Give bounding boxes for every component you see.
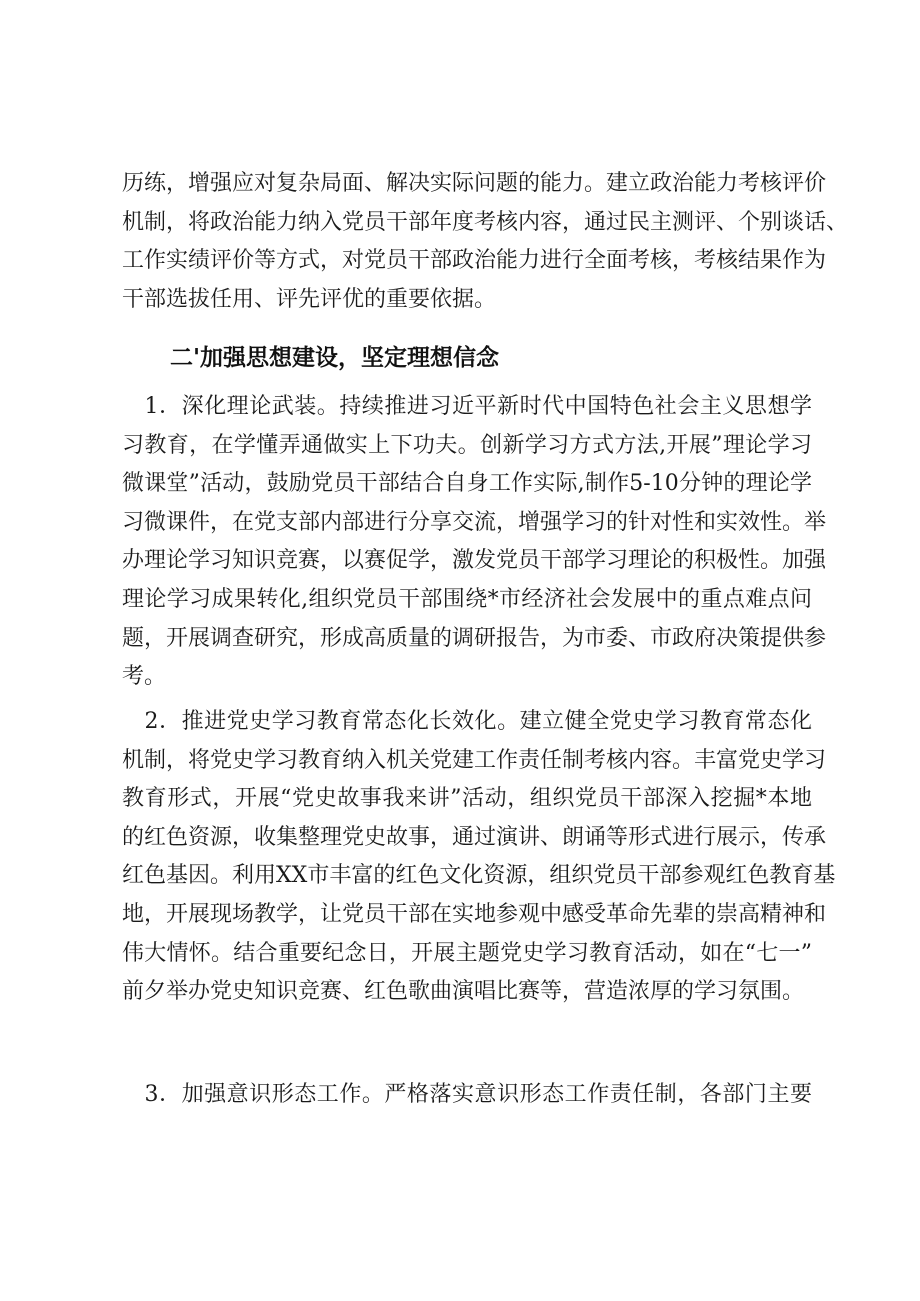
text-line: 工作实绩评价等方式，对党员干部政治能力进行全面考核，考核结果作为: [122, 248, 827, 274]
text-line: 干部选拔任用、评先评优的重要依据。: [122, 286, 497, 312]
text-line: 机制，将政治能力纳入党员干部年度考核内容，通过民主测评、个别谈话、: [122, 209, 849, 235]
text-line: 习微课件，在党支部内部进行分享交流，增强学习的针对性和实效性。举: [122, 509, 827, 535]
text-line: 1．深化理论武装。持续推进习近平新时代中国特色社会主义思想学: [122, 394, 812, 419]
text-line: 教育形式，开展“党史故事我来讲”活动，组织党员干部深入挖掘*本地: [122, 786, 812, 812]
text-line: 微课堂”活动，鼓励党员干部结合自身工作实际,制作5-10分钟的理论学: [122, 471, 812, 497]
paragraph-theory-study: [122, 388, 827, 697]
text-line: 考。: [122, 664, 167, 690]
text-line: 前夕举办党史知识竞赛、红色歌曲演唱比赛等，营造浓厚的学习氛围。: [122, 979, 805, 1005]
text-line: 3．加强意识形态工作。严格落实意识形态工作责任制，各部门主要: [122, 1082, 812, 1107]
text-line: 机制，将党史学习教育纳入机关党建工作责任制考核内容。丰富党史学习: [122, 747, 827, 773]
paragraph-party-history: [122, 703, 836, 1012]
text-line: 历练，增强应对复杂局面、解决实际问题的能力。建立政治能力考核评价: [122, 171, 827, 196]
text-line: 伟大情怀。结合重要纪念日，开展主题党史学习教育活动，如在“七一”: [122, 940, 812, 966]
text-line: 2．推进党史学习教育常态化长效化。建立健全党史学习教育常态化: [122, 709, 812, 734]
paragraph-intro: [122, 165, 849, 319]
paragraph-ideology: [122, 1076, 812, 1115]
text-line: 理论学习成果转化,组织党员干部围绕*市经济社会发展中的重点难点问: [122, 586, 812, 612]
text-line: 红色基因。利用XX市丰富的红色文化资源，组织党员干部参观红色教育基: [122, 863, 836, 889]
text-line: 地，开展现场教学，让党员干部在实地参观中感受革命先辈的崇高精神和: [122, 901, 827, 927]
text-line: 题，开展调查研究，形成高质量的调研报告，为市委、市政府决策提供参: [122, 625, 827, 651]
text-line: 的红色资源，收集整理党史故事，通过演讲、朗诵等形式进行展示，传承: [122, 824, 827, 850]
text-line: 习教育，在学懂弄通做实上下功夫。创新学习方式方法,开展”理论学习: [122, 432, 812, 458]
text-line: 办理论学习知识竞赛，以赛促学，激发党员干部学习理论的积极性。加强: [122, 548, 827, 574]
section-heading: 二'加强思想建设，坚定理想信念: [170, 345, 500, 371]
